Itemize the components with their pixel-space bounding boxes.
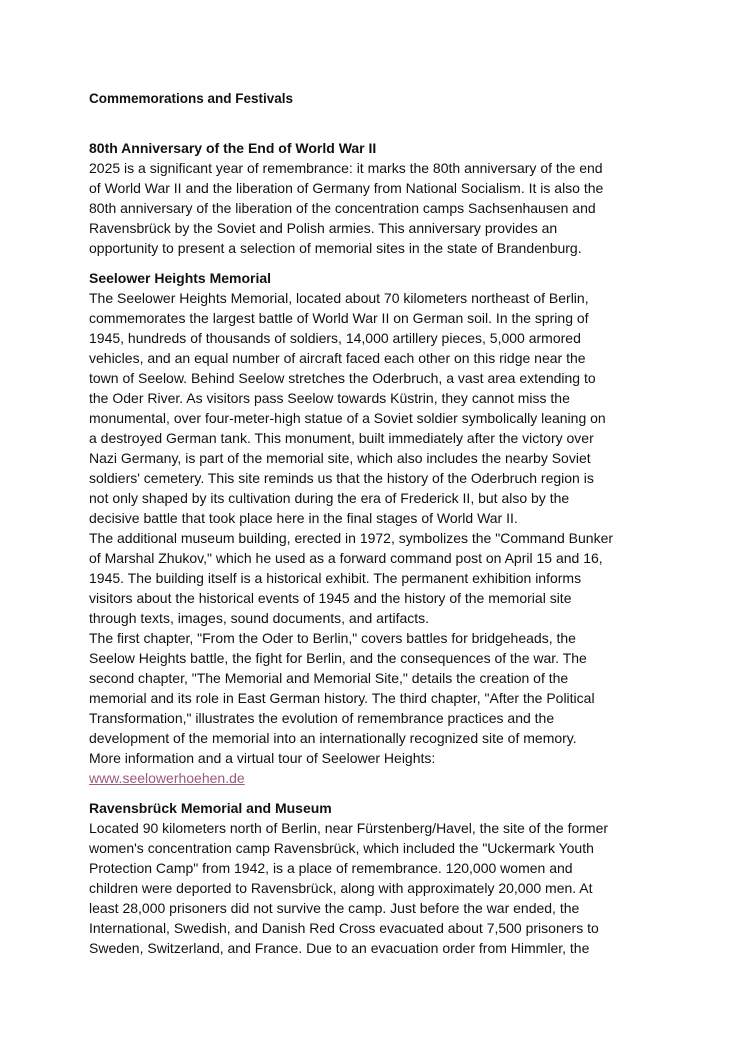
- paragraph-line: not only shaped by its cultivation during the era of Frederick II, but also by the: [89, 490, 570, 506]
- paragraph-line: Nazi Germany, is part of the memorial site, which also includes the nearby Soviet: [89, 450, 591, 466]
- paragraph-line: the Oder River. As visitors pass Seelow towards Küstrin, they cannot miss the: [89, 390, 570, 406]
- paragraph-line: decisive battle that took place here in the final stages of World War II.: [89, 510, 518, 526]
- paragraph-line: Protection Camp" from 1942, is a place of remembrance. 120,000 women and: [89, 860, 573, 876]
- page-title: Commemorations and Festivals: [89, 91, 294, 106]
- paragraph-line: monumental, over four-meter-high statue of a Soviet soldier symbolically leaning on: [89, 410, 606, 426]
- paragraph-line: soldiers' cemetery. This site reminds us that the history of the Oderbruch region is: [89, 470, 594, 486]
- paragraph-line: The first chapter, "From the Oder to Berlin," covers battles for bridgeheads, the: [89, 630, 576, 646]
- section: [89, 798, 689, 958]
- paragraph-line: Sweden, Switzerland, and France. Due to an evacuation order from Himmler, the: [89, 940, 590, 956]
- section-heading: Ravensbrück Memorial and Museum: [89, 800, 332, 816]
- paragraph-line: through texts, images, sound documents, and artifacts.: [89, 610, 430, 626]
- paragraph-line: 1945. The building itself is a historical exhibit. The permanent exhibition informs: [89, 570, 582, 586]
- paragraph-line: International, Swedish, and Danish Red Cross evacuated about 7,500 prisoners to: [89, 920, 599, 936]
- section-heading: Seelower Heights Memorial: [89, 270, 272, 286]
- paragraph-line: The Seelower Heights Memorial, located about 70 kilometers northeast of Berlin,: [89, 290, 589, 306]
- paragraph-line: a destroyed German tank. This monument, built immediately after the victory over: [89, 430, 594, 446]
- paragraph-line: town of Seelow. Behind Seelow stretches the Oderbruch, a vast area extending to: [89, 370, 596, 386]
- paragraph-line: least 28,000 prisoners did not survive the camp. Just before the war ended, the: [89, 900, 580, 916]
- paragraph-line: Transformation," illustrates the evolution of remembrance practices and the: [89, 710, 555, 726]
- paragraph-line: memorial and its role in East German history. The third chapter, "After the Political: [89, 690, 595, 706]
- sections: [89, 138, 689, 958]
- website-link[interactable]: www.seelowerhoehen.de: [89, 770, 245, 786]
- paragraph-line: 80th anniversary of the liberation of the concentration camps Sachsenhausen and: [89, 200, 596, 216]
- section-heading: 80th Anniversary of the End of World War II: [89, 140, 377, 156]
- paragraph-line: The additional museum building, erected in 1972, symbolizes the "Command Bunker: [89, 530, 614, 546]
- document-page: [89, 89, 689, 968]
- paragraph-line: opportunity to present a selection of memorial sites in the state of Brandenburg.: [89, 240, 582, 256]
- paragraph-line: Located 90 kilometers north of Berlin, near Fürstenberg/Havel, the site of the former: [89, 820, 609, 836]
- section: [89, 138, 689, 258]
- paragraph-line: visitors about the historical events of 1945 and the history of the memorial site: [89, 590, 572, 606]
- paragraph-line: development of the memorial into an internationally recognized site of memory.: [89, 730, 577, 746]
- paragraph-line: women's concentration camp Ravensbrück, which included the "Uckermark Youth: [89, 840, 594, 856]
- paragraph-line: of Marshal Zhukov," which he used as a forward command post on April 15 and 16,: [89, 550, 603, 566]
- paragraph-line: More information and a virtual tour of Seelower Heights:: [89, 750, 436, 766]
- paragraph-line: children were deported to Ravensbrück, along with approximately 20,000 men. At: [89, 880, 593, 896]
- paragraph-line: 1945, hundreds of thousands of soldiers, 14,000 artillery pieces, 5,000 armored: [89, 330, 581, 346]
- paragraph-line: 2025 is a significant year of remembrance: it marks the 80th anniversary of the end: [89, 160, 603, 176]
- paragraph-line: vehicles, and an equal number of aircraft faced each other on this ridge near the: [89, 350, 586, 366]
- paragraph-line: Seelow Heights battle, the fight for Berlin, and the consequences of the war. The: [89, 650, 587, 666]
- paragraph-line: of World War II and the liberation of Germany from National Socialism. It is also the: [89, 180, 604, 196]
- paragraph-line: Ravensbrück by the Soviet and Polish armies. This anniversary provides an: [89, 220, 558, 236]
- section: [89, 268, 689, 788]
- paragraph-line: second chapter, "The Memorial and Memorial Site," details the creation of the: [89, 670, 569, 686]
- paragraph-line: commemorates the largest battle of World War II on German soil. In the spring of: [89, 310, 589, 326]
